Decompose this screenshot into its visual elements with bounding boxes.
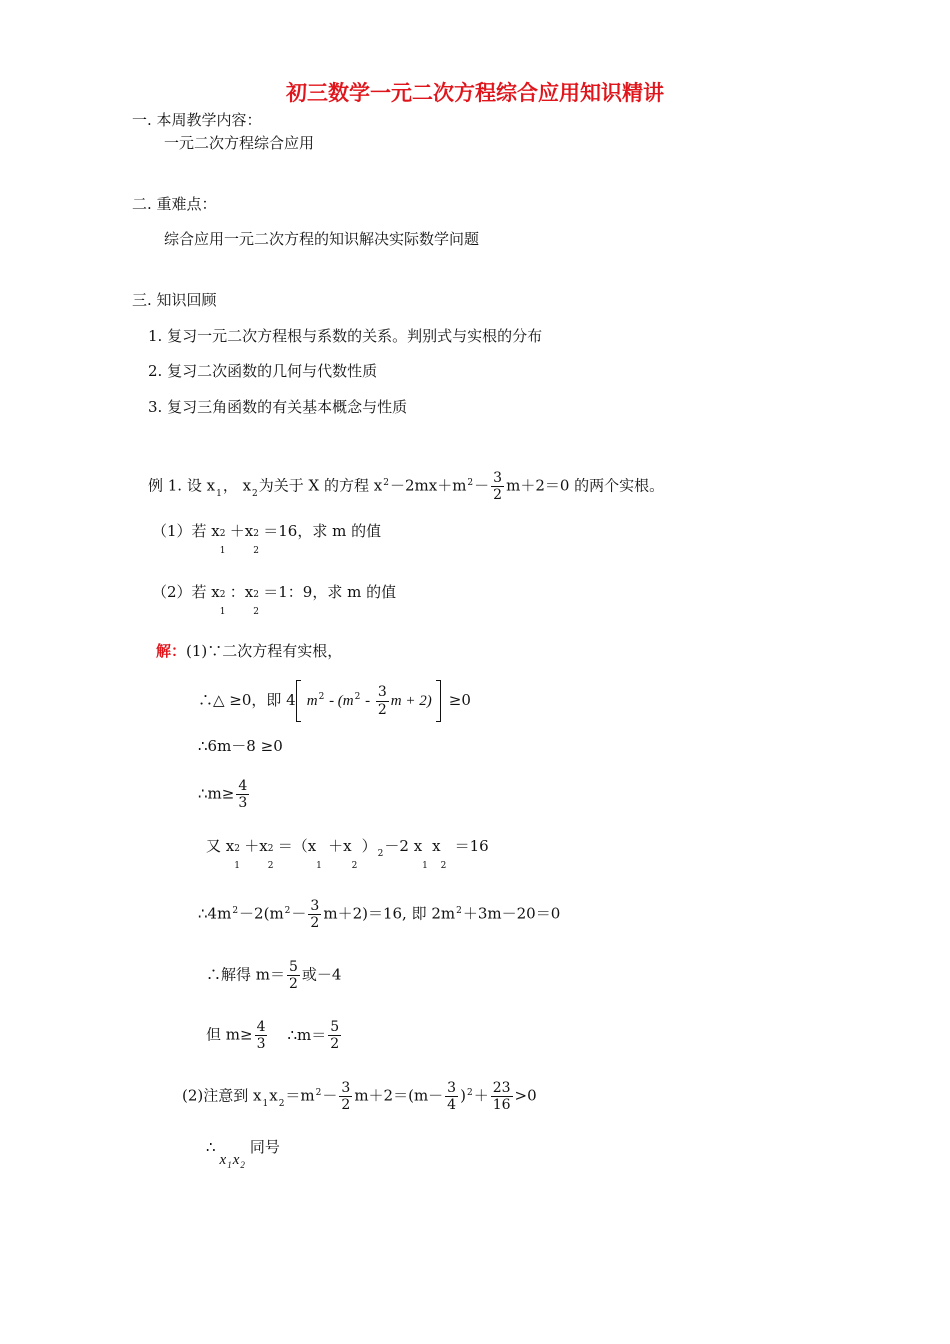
- section-1-body: 一元二次方程综合应用: [164, 134, 315, 152]
- solution-line-4: ∴m≥ $\frac{4}{3}$: [198, 778, 248, 812]
- solution-line-6: $\therefore 4m^2-2(m^2-$ $\frac{3}{2}$ m＋2)＝16, 即 $2m^2+3m-20=0$: [198, 898, 561, 932]
- solution-line-2: ∴△ ≥0，即 4 $m^2 - (m^2$ - $\frac{3}{2}$ m + 2) ≥0: [198, 680, 471, 722]
- right-bracket: [436, 680, 441, 722]
- section-2-heading: 二. 重难点：: [132, 195, 217, 213]
- question-2: （2）若 x 2 1 ：x 2 2 ＝1：9，求 m 的值: [152, 583, 397, 617]
- section-3-heading: 三. 知识回顾: [132, 291, 217, 309]
- review-item-3: 3. 复习三角函数的有关基本概念与性质: [148, 398, 408, 416]
- left-bracket: [296, 680, 301, 722]
- page-title: 初三数学一元二次方程综合应用知识精讲: [286, 80, 664, 105]
- fraction-three-halves: $\frac{3}{2}$: [493, 470, 503, 504]
- section-2-body: 综合应用一元二次方程的知识解决实际数学问题: [164, 230, 480, 248]
- solution-label: 解：: [156, 642, 187, 660]
- solution-line-8: 但 m≥ $\frac{4}{3}$ ∴m＝ $\frac{5}{2}$: [206, 1019, 340, 1053]
- solution-line-10: $\therefore x_1x_2$同号: [206, 1138, 280, 1170]
- solution-line-3: ∴6m－8 ≥0: [198, 737, 283, 755]
- solution-line-7: ∴解得 m＝ $\frac{5}{2}$ 或－4: [206, 959, 342, 993]
- example-1-statement: 例 1. 设 $x_1$， $x_2$为关于 X 的方程 $x^2-2mx+m^2-$ $\frac{3}{2}$ m＋2＝0 的两个实根。: [148, 470, 665, 504]
- solution-line-1: 解：(1)∵二次方程有实根，: [156, 642, 343, 660]
- question-1: （1）若 x 2 1 ＋x 2 2 ＝16，求 m 的值: [152, 522, 382, 556]
- section-1-heading: 一. 本周教学内容：: [132, 111, 262, 129]
- solution-line-9: (2)注意到 $x_1x_2=m^2-$ $\frac{3}{2}$ m＋2＝(m－ $\frac{3}{4}$ )$^2$＋ $\frac{23}{16}$ >0: [182, 1080, 537, 1114]
- review-item-1: 1. 复习一元二次方程根与系数的关系。判别式与实根的分布: [148, 327, 543, 345]
- solution-line-5: 又 x 2 1 ＋x 2 2 ＝（x 1 ＋x 2 ）$_2-2$ x 1 x 2 ＝16: [206, 837, 489, 871]
- review-item-2: 2. 复习二次函数的几何与代数性质: [148, 362, 378, 380]
